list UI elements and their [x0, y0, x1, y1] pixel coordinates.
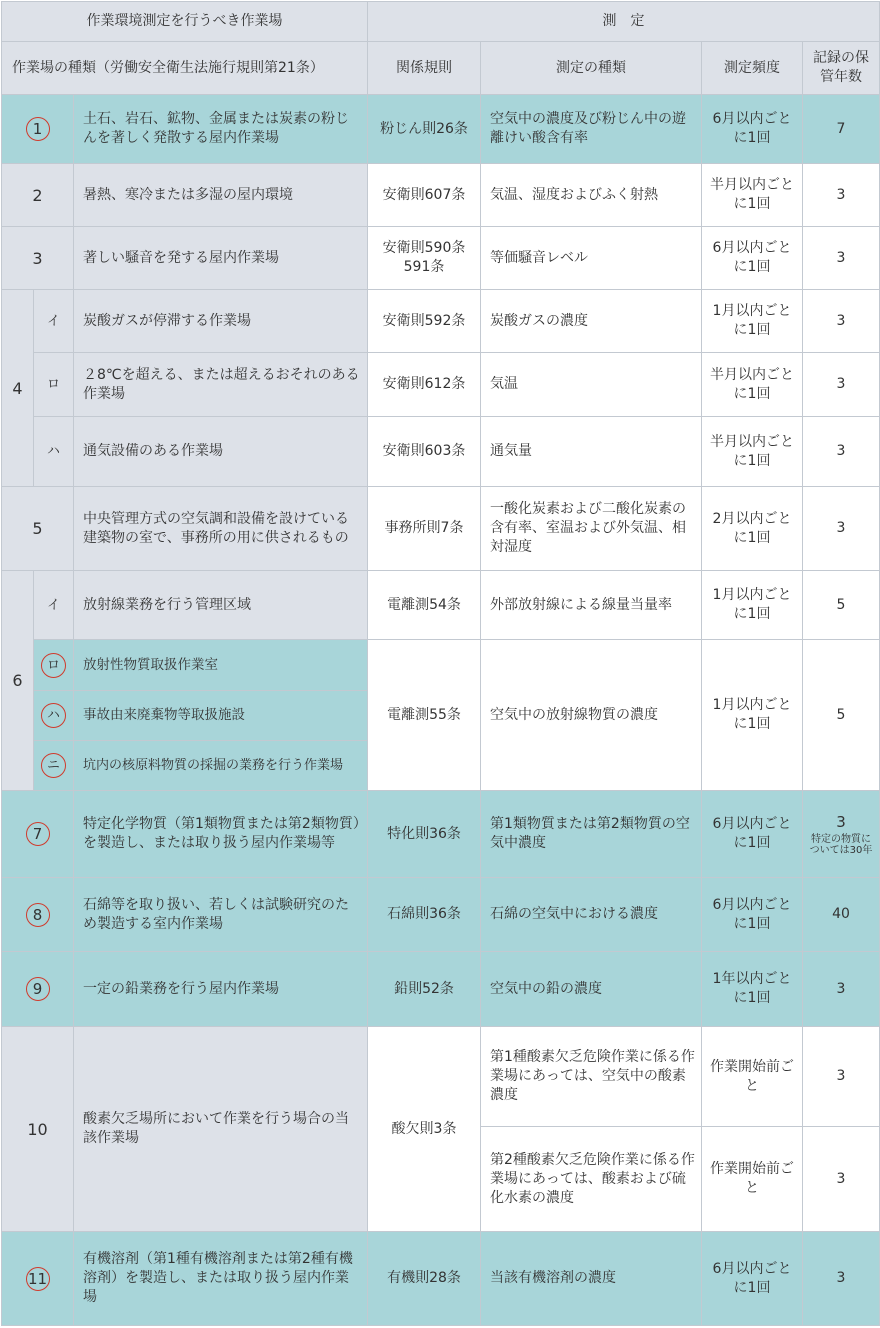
retention-cell: 3 — [803, 164, 880, 227]
regulation-cell: 事務所則7条 — [368, 487, 481, 571]
frequency-cell: 1年以内ごとに1回 — [702, 952, 803, 1027]
circled-sub-number: ニ — [41, 753, 66, 778]
retention-cell: 5 — [803, 640, 880, 791]
measure-type-cell: 第1種酸素欠乏危険作業に係る作業場にあっては、空気中の酸素濃度 — [481, 1027, 702, 1127]
sub-number — [34, 741, 74, 791]
regulation-cell: 安衛則603条 — [368, 417, 481, 487]
measure-type-cell: 等価騒音レベル — [481, 227, 702, 290]
measure-type-cell: 通気量 — [481, 417, 702, 487]
row-number: 4 — [2, 290, 34, 487]
measure-type-cell: 空気中の鉛の濃度 — [481, 952, 702, 1027]
workplace-cell: 放射性物質取扱作業室 — [74, 640, 368, 691]
circled-number: 11 — [26, 1267, 50, 1291]
header-measurement-group: 測 定 — [368, 2, 880, 42]
workplace-cell: 炭酸ガスが停滞する作業場 — [74, 290, 368, 353]
circled-number: 1 — [26, 117, 50, 141]
workplace-cell: 特定化学物質（第1類物質または第2類物質）を製造し、または取り扱う屋内作業場等 — [74, 791, 368, 878]
row-number: 3 — [2, 227, 74, 290]
workplace-cell: 放射線業務を行う管理区域 — [74, 571, 368, 640]
row-number: 2 — [2, 164, 74, 227]
retention-cell: 3 — [803, 487, 880, 571]
measure-type-cell: 気温 — [481, 353, 702, 417]
sub-number: イ — [34, 290, 74, 353]
workplace-cell: 著しい騒音を発する屋内作業場 — [74, 227, 368, 290]
frequency-cell: 6月以内ごとに1回 — [702, 791, 803, 878]
regulation-cell: 安衛則592条 — [368, 290, 481, 353]
workplace-cell: 石綿等を取り扱い、若しくは試験研究のため製造する室内作業場 — [74, 878, 368, 952]
retention-cell: 3 — [803, 1027, 880, 1127]
circled-number: 9 — [26, 977, 50, 1001]
retention-cell: 3 — [803, 290, 880, 353]
table-row — [2, 878, 880, 952]
table-row — [2, 95, 880, 164]
frequency-cell: 2月以内ごとに1回 — [702, 487, 803, 571]
frequency-cell: 6月以内ごとに1回 — [702, 878, 803, 952]
retention-cell: 5 — [803, 571, 880, 640]
regulation-cell: 電離測55条 — [368, 640, 481, 791]
frequency-cell: 半月以内ごとに1回 — [702, 164, 803, 227]
measure-type-cell: 空気中の濃度及び粉じん中の遊離けい酸含有率 — [481, 95, 702, 164]
regulation-cell: 酸欠則3条 — [368, 1027, 481, 1232]
retention-cell: 3 — [803, 1232, 880, 1326]
regulation-cell: 石綿則36条 — [368, 878, 481, 952]
retention-cell: 3 — [803, 952, 880, 1027]
workplace-cell: 土石、岩石、鉱物、金属または炭素の粉じんを著しく発散する屋内作業場 — [74, 95, 368, 164]
measure-type-cell: 一酸化炭素および二酸化炭素の含有率、室温および外気温、相対湿度 — [481, 487, 702, 571]
workplace-cell: ２8℃を超える、または超えるおそれのある作業場 — [74, 353, 368, 417]
work-environment-measurement-table — [1, 1, 880, 1326]
table-row — [2, 353, 880, 417]
circled-number: 8 — [26, 903, 50, 927]
header-workplace-type: 作業場の種類（労働安全衛生法施行規則第21条） — [2, 42, 368, 95]
table-row — [2, 164, 880, 227]
row-number: 10 — [2, 1027, 74, 1232]
measure-type-cell: 当該有機溶剤の濃度 — [481, 1232, 702, 1326]
frequency-cell: 6月以内ごとに1回 — [702, 1232, 803, 1326]
row-number — [2, 878, 74, 952]
frequency-cell: 6月以内ごとに1回 — [702, 95, 803, 164]
regulation-cell: 安衛則590条591条 — [368, 227, 481, 290]
frequency-cell: 1月以内ごとに1回 — [702, 290, 803, 353]
table-row — [2, 290, 880, 353]
workplace-cell: 通気設備のある作業場 — [74, 417, 368, 487]
workplace-cell: 事故由来廃棄物等取扱施設 — [74, 691, 368, 741]
circled-sub-number: ロ — [41, 653, 66, 678]
table-row — [2, 1232, 880, 1326]
measure-type-cell: 外部放射線による線量当量率 — [481, 571, 702, 640]
measure-type-cell: 第2種酸素欠乏危険作業に係る作業場にあっては、酸素および硫化水素の濃度 — [481, 1127, 702, 1232]
row-number: 5 — [2, 487, 74, 571]
table-row — [2, 640, 880, 691]
workplace-cell: 暑熱、寒冷または多湿の屋内環境 — [74, 164, 368, 227]
table-row — [2, 417, 880, 487]
frequency-cell: 半月以内ごとに1回 — [702, 353, 803, 417]
regulation-cell: 安衛則612条 — [368, 353, 481, 417]
retention-note: 特定の物質については30年 — [809, 833, 873, 856]
workplace-cell: 一定の鉛業務を行う屋内作業場 — [74, 952, 368, 1027]
regulation-cell: 有機則28条 — [368, 1232, 481, 1326]
regulation-cell: 粉じん則26条 — [368, 95, 481, 164]
header-measure-type: 測定の種類 — [481, 42, 702, 95]
regulation-cell: 安衛則607条 — [368, 164, 481, 227]
measure-type-cell: 石綿の空気中における濃度 — [481, 878, 702, 952]
retention-value: 3 — [836, 812, 846, 831]
sub-number: ロ — [34, 353, 74, 417]
circled-number: 7 — [26, 822, 50, 846]
table-row — [2, 487, 880, 571]
measure-type-cell: 気温、湿度およびふく射熱 — [481, 164, 702, 227]
header-regulation: 関係規則 — [368, 42, 481, 95]
workplace-cell: 中央管理方式の空気調和設備を設けている建築物の室で、事務所の用に供されるもの — [74, 487, 368, 571]
retention-cell: 40 — [803, 878, 880, 952]
row-number — [2, 95, 74, 164]
sub-number: ハ — [34, 417, 74, 487]
frequency-cell: 1月以内ごとに1回 — [702, 571, 803, 640]
table-row — [2, 791, 880, 878]
regulation-cell: 鉛則52条 — [368, 952, 481, 1027]
header-frequency: 測定頻度 — [702, 42, 803, 95]
table-row — [2, 571, 880, 640]
workplace-cell: 坑内の核原料物質の採掘の業務を行う作業場 — [74, 741, 368, 791]
retention-cell: 3 — [803, 353, 880, 417]
sub-number: イ — [34, 571, 74, 640]
circled-sub-number: ハ — [41, 703, 66, 728]
frequency-cell: 作業開始前ごと — [702, 1027, 803, 1127]
retention-cell: 3 — [803, 227, 880, 290]
measure-type-cell: 空気中の放射線物質の濃度 — [481, 640, 702, 791]
sub-number — [34, 691, 74, 741]
workplace-cell: 有機溶剤（第1種有機溶剤または第2種有機溶剤）を製造し、または取り扱う屋内作業場 — [74, 1232, 368, 1326]
frequency-cell: 作業開始前ごと — [702, 1127, 803, 1232]
retention-cell: 7 — [803, 95, 880, 164]
row-number — [2, 791, 74, 878]
header-retention: 記録の保管年数 — [803, 42, 880, 95]
sub-number — [34, 640, 74, 691]
frequency-cell: 1月以内ごとに1回 — [702, 640, 803, 791]
regulation-cell: 特化則36条 — [368, 791, 481, 878]
measure-type-cell: 第1類物質または第2類物質の空気中濃度 — [481, 791, 702, 878]
row-number: 6 — [2, 571, 34, 791]
table-row — [2, 952, 880, 1027]
workplace-cell: 酸素欠乏場所において作業を行う場合の当該作業場 — [74, 1027, 368, 1232]
table-row — [2, 1027, 880, 1127]
table-row — [2, 227, 880, 290]
frequency-cell: 6月以内ごとに1回 — [702, 227, 803, 290]
retention-cell: 3 — [803, 417, 880, 487]
row-number — [2, 952, 74, 1027]
row-number — [2, 1232, 74, 1326]
retention-cell — [803, 791, 880, 878]
measure-type-cell: 炭酸ガスの濃度 — [481, 290, 702, 353]
retention-cell: 3 — [803, 1127, 880, 1232]
regulation-cell: 電離測54条 — [368, 571, 481, 640]
header-workplace-group: 作業環境測定を行うべき作業場 — [2, 2, 368, 42]
frequency-cell: 半月以内ごとに1回 — [702, 417, 803, 487]
